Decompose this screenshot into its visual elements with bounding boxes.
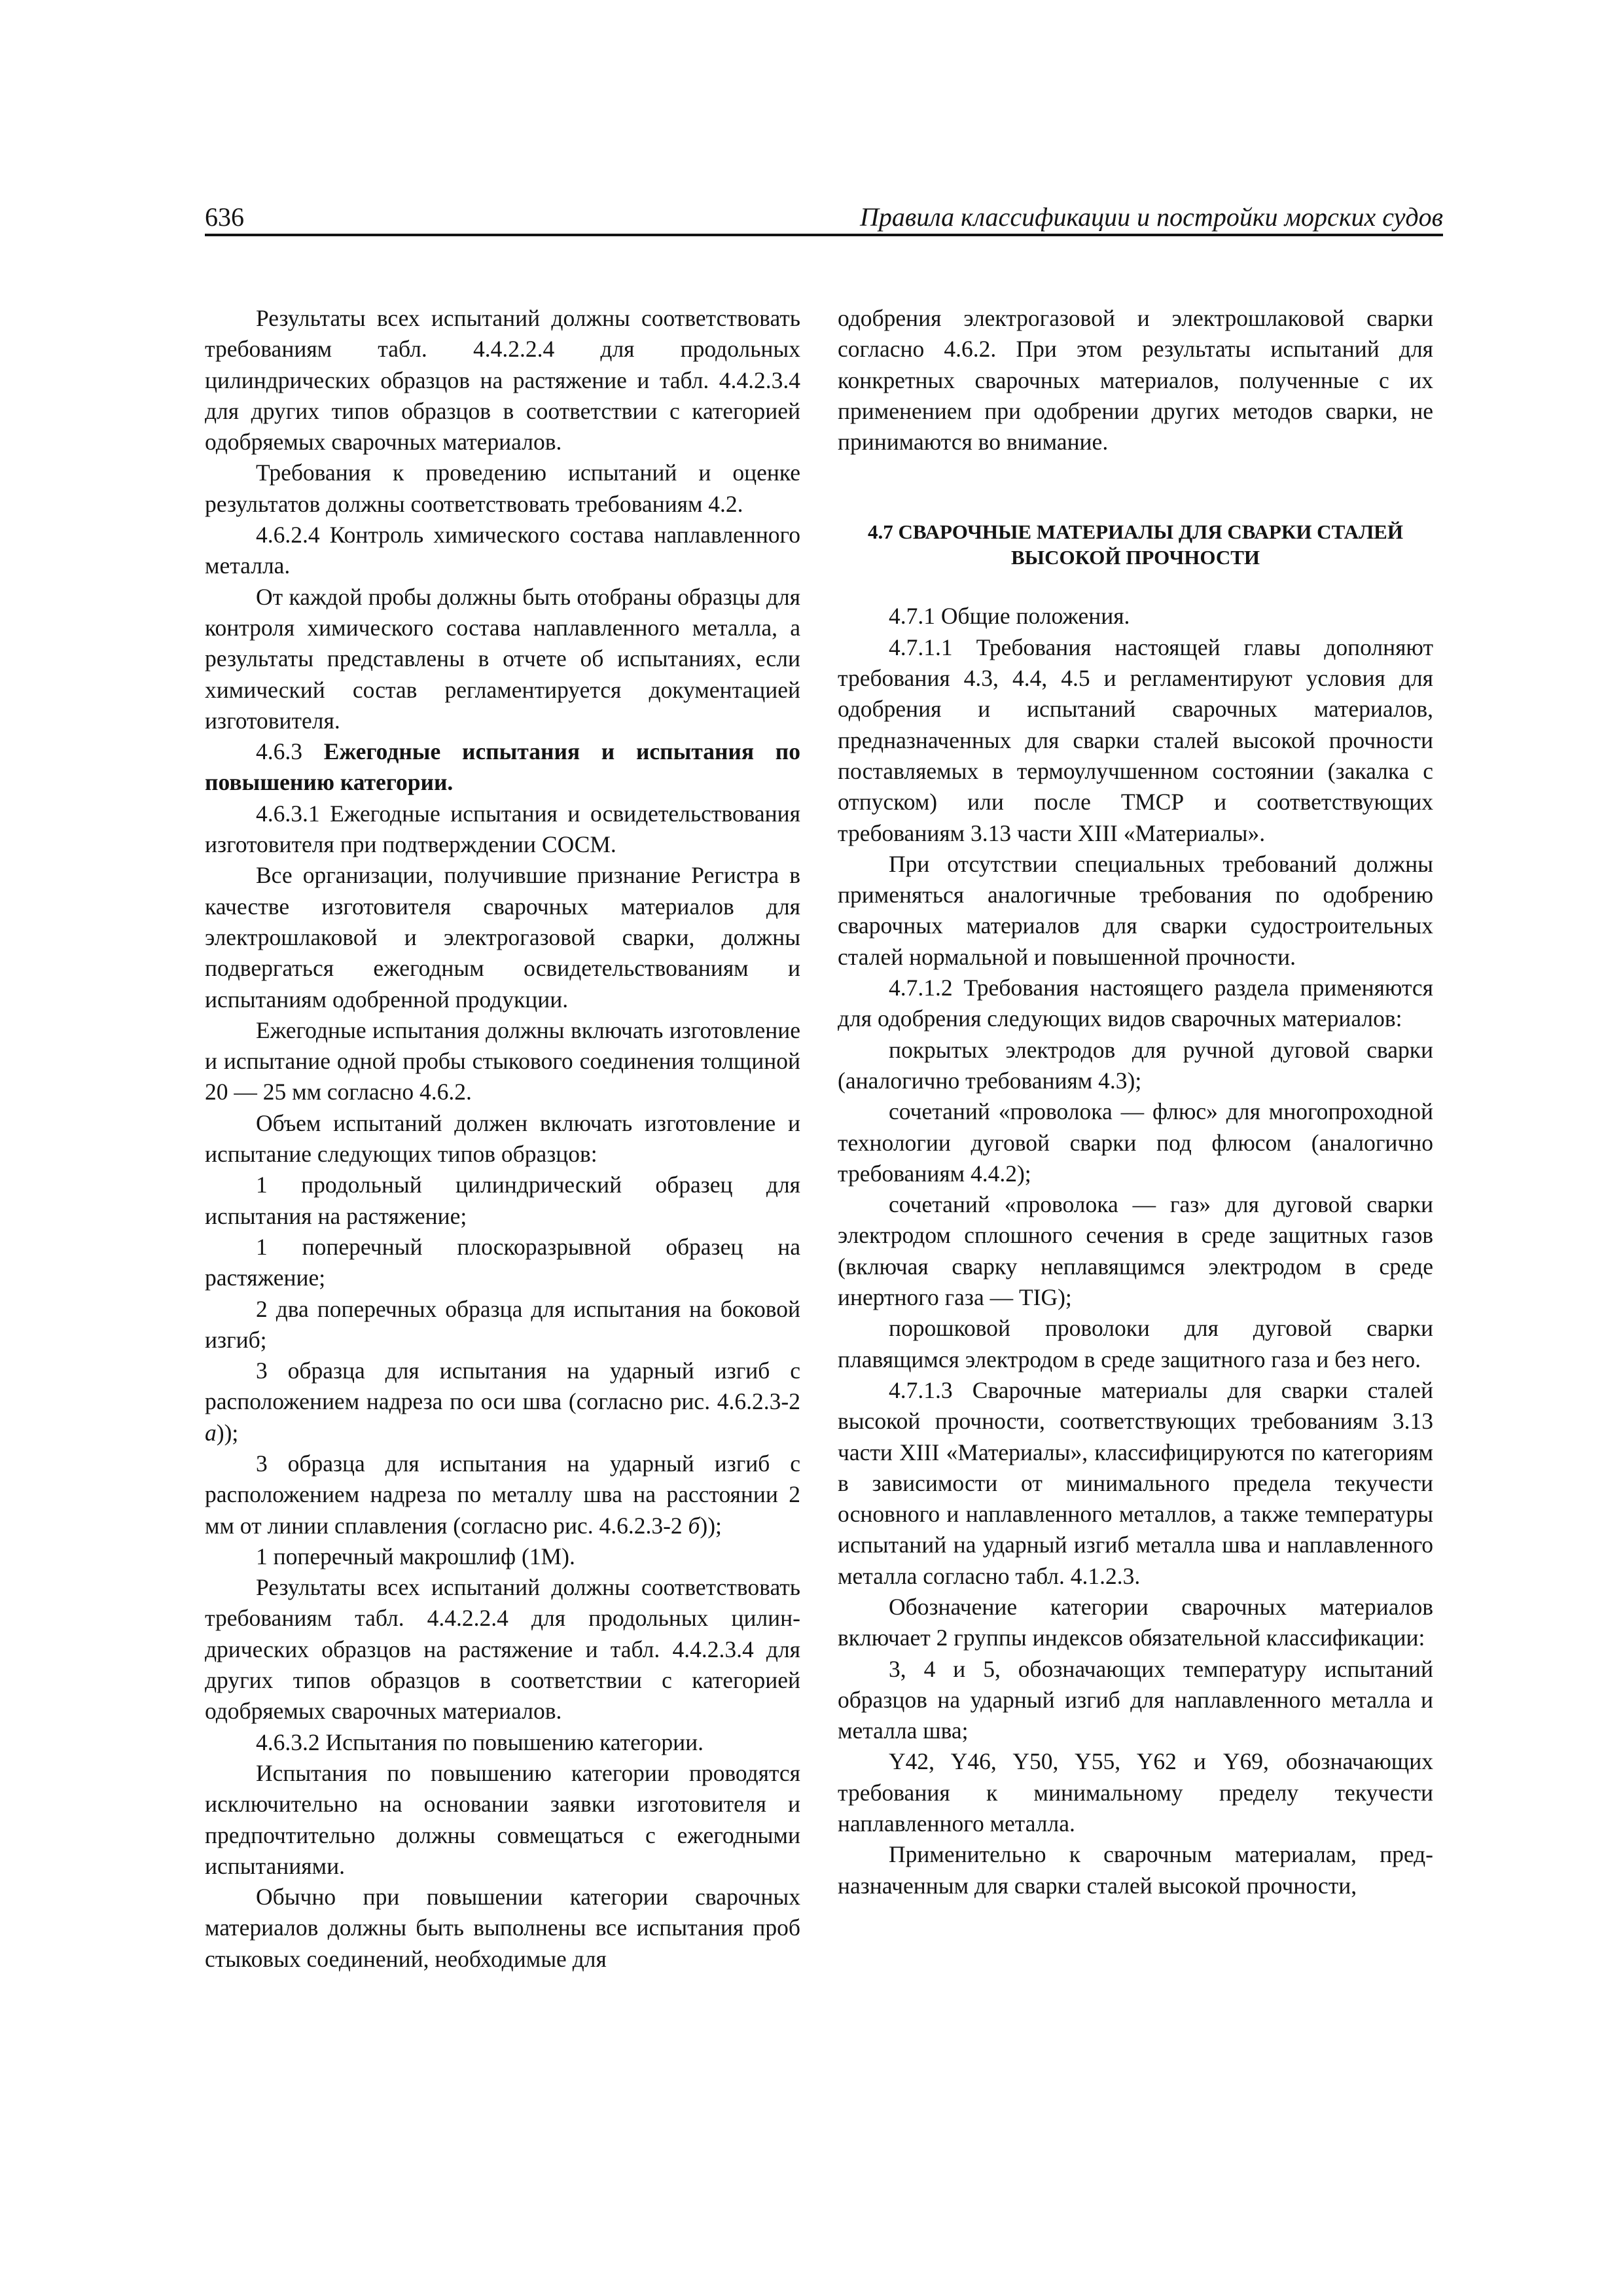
paragraph: Объем испытаний должен включать изготовление и испытание следующих типов образцов:: [205, 1109, 800, 1168]
paragraph: Ежегодные испытания должны включать изготовление и испытание одной пробы стыкового соединения толщиной 20 — 25 мм согласно 4.6.2.: [205, 1016, 800, 1105]
page-header: [205, 201, 1443, 234]
clause-heading: [205, 736, 800, 798]
paragraph: Применительно к сварочным материалам, предназначенным для сварки сталей высокой прочности,: [838, 1841, 1433, 1899]
list-item: 2 два поперечных образца для испытания на боковой изгиб;: [205, 1295, 800, 1353]
spacer: [838, 488, 1433, 519]
paragraph-continuation: одобрения электрогазовой и электрошлаковой сварки согласно 4.6.2. При этом результаты испытаний для конкретных сварочных материалов, полученные с их применением при одобрении других методов сварки, не принимаются во внимание.: [838, 305, 1433, 456]
list-item: сочетаний «проволока — флюс» для многопроходной технологии дуговой сварки под флюсом (аналогично требованиям 4.4.2);: [838, 1098, 1433, 1187]
section-heading: 4.7 СВАРОЧНЫЕ МАТЕРИАЛЫ ДЛЯ СВАРКИ СТАЛЕЙ ВЫСОКОЙ ПРОЧНОСТИ: [868, 520, 1403, 569]
list-item-text: 3 образца для испытания на ударный изгиб с расположением надреза по оси шва (согласно рис. 4.6.2.3-2: [205, 1357, 800, 1415]
running-title: Правила классификации и постройки морских судов: [859, 202, 1443, 232]
list-item: [205, 1355, 800, 1448]
paragraph: Испытания по повышению категории проводятся исключительно на основании заявки изготовителя и предпочтительно должны совмещаться с ежегодными испытаниями.: [205, 1759, 800, 1879]
list-item: сочетаний «проволока — газ» для дуговой сварки электродом сплошного сечения в среде защитных газов (включая сварку неплавящимся электродом в среде инертного газа — TIG);: [838, 1191, 1433, 1311]
paragraph: Все организации, получившие признание Регистра в качестве изготовителя сварочных материалов для электрошлаковой и электрогазовой сварки, должны подвергаться ежегодным освидетельствованиям и испытаниям одобренной продукции.: [205, 862, 800, 1013]
figure-ref-letter: б: [688, 1512, 700, 1539]
clause-title: Ежегодные испытания и испытания по повышению категории.: [205, 738, 801, 796]
list-item: 1 продольный цилиндрический образец для испытания на растяжение;: [205, 1172, 800, 1229]
list-item: 3, 4 и 5, обозначающих температуру испытаний образцов на ударный изгиб для наплавленного металла и металла шва;: [838, 1655, 1433, 1744]
paragraph: Требования к проведению испытаний и оценке результатов должны соответствовать требованиям 4.2.: [205, 459, 800, 517]
list-item: Y42, Y46, Y50, Y55, Y62 и Y69, обозначающих требования к минимальному пределу текучести наплавленного металла.: [838, 1748, 1433, 1837]
clause-heading: 4.7.1 Общие положения.: [889, 603, 1130, 630]
list-item-text: 3 образца для испытания на ударный изгиб с расположением надреза по металлу шва на расстоянии 2 мм от линии сплавления (согласно рис. 4.6.2.3-2: [205, 1450, 800, 1539]
paragraph: Обычно при повышении категории сварочных материалов должны быть выполнены все испытания проб стыковых соединений, необходимые для: [205, 1884, 800, 1972]
spacer: [838, 457, 1433, 488]
list-item: [205, 1448, 800, 1541]
figure-ref-letter: а: [205, 1419, 217, 1446]
spacer: [838, 570, 1433, 601]
left-column: [205, 303, 800, 1975]
paragraph: При отсутствии специальных требований должны применяться аналогичные требования по одобрению сварочных материалов для сварки судостроительных сталей нормальной и повышенной прочности.: [838, 850, 1433, 970]
clause-number: 4.6.3: [256, 738, 302, 765]
list-item: покрытых электродов для ручной дуговой сварки (аналогично требованиям 4.3);: [838, 1036, 1433, 1094]
list-item-tail: ));: [700, 1512, 722, 1539]
paragraph: 4.7.1.3 Сварочные материалы для сварки сталей высокой прочности, соответствующих требованиям 3.13 части XIII «Материалы», классифицируются по категориям в зависимости от минимального предела текучести основного и наплавленного металлов, а также температуры испытаний на ударный изгиб металла шва и наплавленного металла согласно табл. 4.1.2.3.: [838, 1376, 1433, 1589]
paragraph: От каждой пробы должны быть отобраны образцы для контроля химического состава наплавленного металла, а результаты представлены в отчете об испытаниях, если химический состав регламентируется документацией изготовителя.: [205, 583, 800, 734]
page-number: 636: [205, 202, 244, 232]
clause-heading: 4.6.3.2 Испытания по повышению категории.: [256, 1729, 704, 1755]
list-item-tail: ));: [216, 1419, 239, 1446]
list-item: порошковой проволоки для дуговой сварки плавящимся электродом в среде защитного газа и без него.: [838, 1315, 1433, 1372]
paragraph: 4.7.1.1 Требования настоящей главы дополняют требования 4.3, 4.4, 4.5 и регламентируют условия для одобрения и испытаний сварочных материалов, предназначенных для сварки сталей высокой прочности поставляемых в термоулучшенном состоянии (закалка с отпуском) или после ТМСР и соответствующих требованиям 3.13 части XIII «Материалы».: [838, 634, 1433, 846]
paragraph: Результаты всех испытаний должны соответствовать требованиям табл. 4.4.2.2.4 для продольных цилиндрических образцов на растяжение и табл. 4.4.2.3.4 для других типов образцов в соответствии с категорией одобряемых сварочных материалов.: [205, 1574, 800, 1725]
list-item: 1 поперечный макрошлиф (1М).: [256, 1543, 575, 1570]
clause-heading: 4.6.3.1 Ежегодные испытания и освидетельствования изготовителя при подтверждении СОСМ.: [205, 800, 800, 858]
header-rule: [205, 234, 1443, 236]
right-column: [838, 303, 1433, 1901]
paragraph: 4.7.1.2 Требования настоящего раздела применяются для одобрения следующих видов сварочных материалов:: [838, 975, 1433, 1032]
paragraph: Обозначение категории сварочных материалов включает 2 группы индексов обязательной классификации:: [838, 1593, 1433, 1651]
list-item: 1 поперечный плоскоразрывной образец на растяжение;: [205, 1233, 800, 1291]
clause-heading: 4.6.2.4 Контроль химического состава наплавленного металла.: [205, 522, 800, 579]
paragraph: Результаты всех испытаний должны соответствовать требованиям табл. 4.4.2.2.4 для продольных цилиндрических образцов на растяжение и табл. 4.4.2.3.4 для других типов образцов в соответствии с категорией одобряемых сварочных материалов.: [205, 305, 800, 456]
